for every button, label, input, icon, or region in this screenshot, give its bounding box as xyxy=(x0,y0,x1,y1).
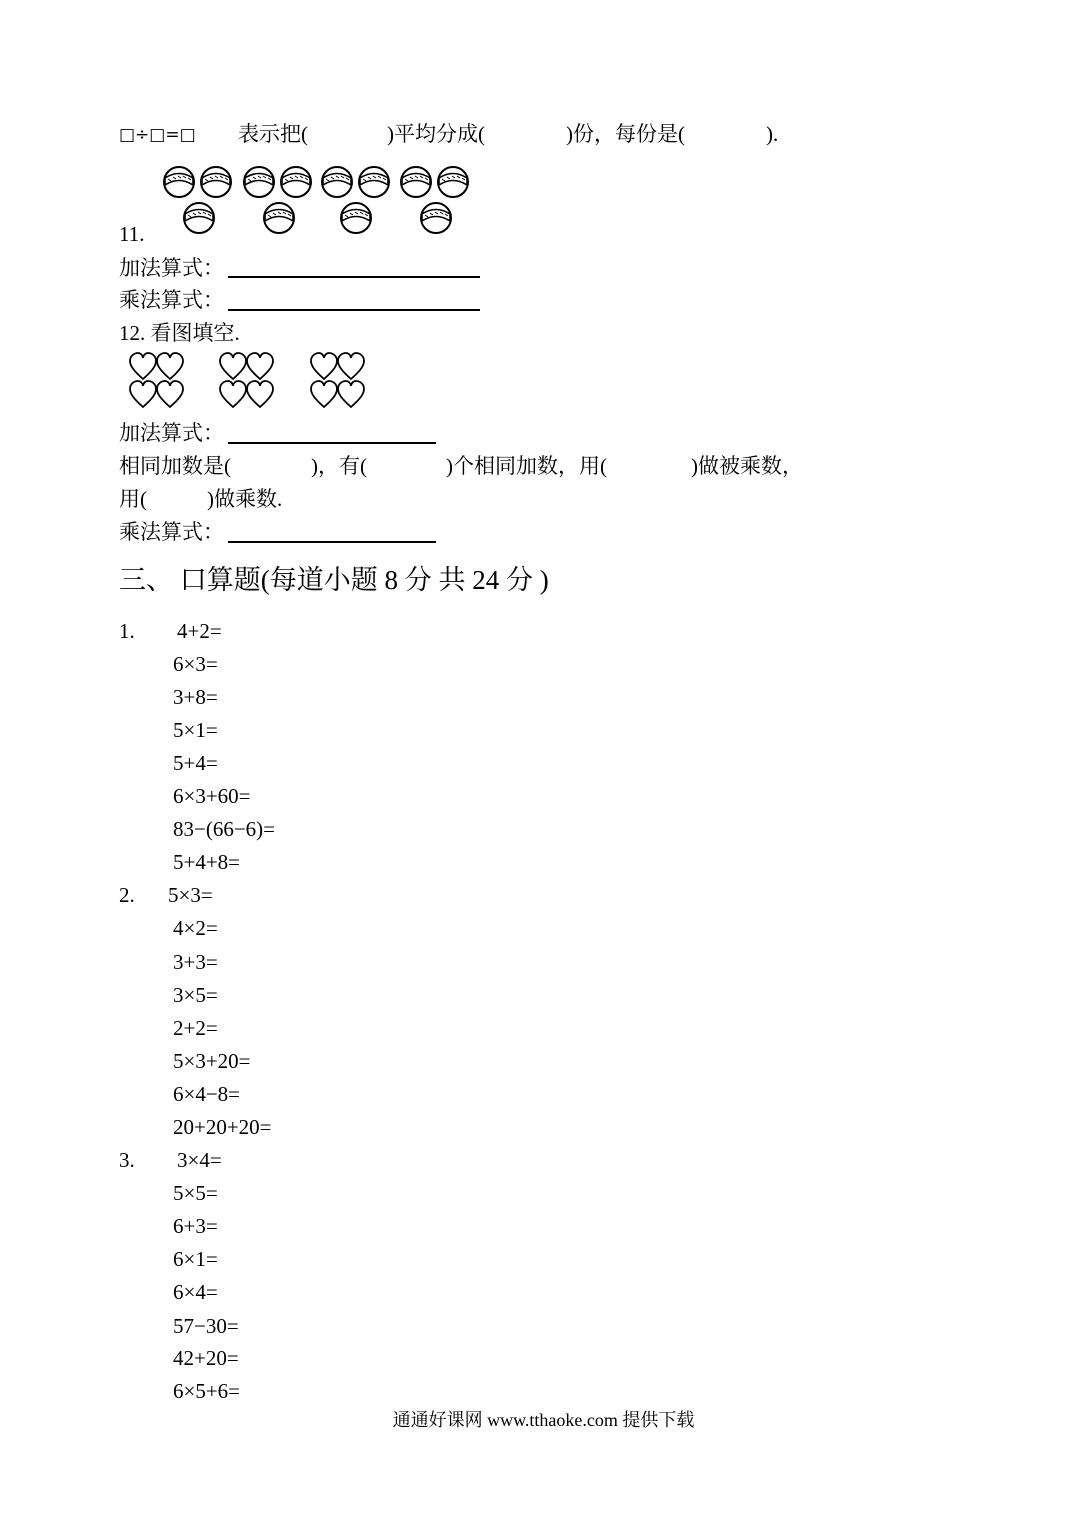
problem-2-number: 2. xyxy=(119,883,135,907)
q12-mul-answer-line[interactable] xyxy=(228,541,436,543)
problem-3-item: 6+3= xyxy=(173,1214,218,1238)
problem-1-item: 3+8= xyxy=(173,685,218,709)
q12-title: 12. 看图填空. xyxy=(119,321,240,345)
problem-1-item: 6×3= xyxy=(173,652,218,676)
q12-add-answer-line[interactable] xyxy=(228,442,436,444)
problem-3-item: 6×5+6= xyxy=(173,1379,241,1403)
page-footer: 通通好课网 www.tthaoke.com 提供下载 xyxy=(392,1410,695,1430)
problem-3-item: 42+20= xyxy=(173,1346,239,1370)
problem-1-item: 83−(66−6)= xyxy=(173,817,276,841)
q12-add-label: 加法算式： xyxy=(119,421,224,445)
problem-2-item: 3+3= xyxy=(173,950,218,974)
problem-3-item: 3×4= xyxy=(177,1148,222,1172)
problem-3-item: 57−30= xyxy=(173,1314,239,1338)
problem-1-item: 5+4= xyxy=(173,751,218,775)
q12-line2-b: )做乘数. xyxy=(207,487,283,511)
q10-text-2: )平均分成( xyxy=(387,122,485,146)
problem-3-item: 6×1= xyxy=(173,1247,218,1271)
problem-1-number: 1. xyxy=(119,619,135,643)
q11-mul-label: 乘法算式： xyxy=(119,288,224,312)
problem-3-number: 3. xyxy=(119,1148,135,1172)
problem-1-item: 6×3+60= xyxy=(173,784,251,808)
problem-2-item: 5×3+20= xyxy=(173,1049,251,1073)
problem-2-item: 2+2= xyxy=(173,1016,218,1040)
problem-2-item: 3×5= xyxy=(173,983,218,1007)
heart-illustration xyxy=(128,352,388,412)
problem-2-item: 4×2= xyxy=(173,916,218,940)
q11-number: 11. xyxy=(119,222,145,246)
q11-add-label: 加法算式： xyxy=(119,256,224,280)
q12-line1-d: )做被乘数， xyxy=(691,454,803,478)
q12-line1-c: )个相同加数，用( xyxy=(446,454,607,478)
problem-3-item: 6×4= xyxy=(173,1280,218,1304)
problem-2-item: 5×3= xyxy=(168,883,213,907)
problem-2-item: 6×4−8= xyxy=(173,1082,241,1106)
q10-text-1: 表示把( xyxy=(238,122,308,146)
problem-3-item: 5×5= xyxy=(173,1181,218,1205)
q12-mul-label: 乘法算式： xyxy=(119,520,224,544)
q10-text-3: )份，每份是( xyxy=(566,122,685,146)
division-formula: □÷□=□ xyxy=(119,125,196,145)
problem-1-item: 4+2= xyxy=(177,619,222,643)
q12-line2-a: 用( xyxy=(119,487,147,511)
ball-illustration xyxy=(155,160,485,240)
section-3-title: 三、 口算题(每道小题 8 分 共 24 分 ) xyxy=(119,565,549,595)
q11-add-answer-line[interactable] xyxy=(228,276,480,278)
problem-1-item: 5×1= xyxy=(173,718,218,742)
q12-line1-b: )，有( xyxy=(311,454,367,478)
q10-text-4: ). xyxy=(766,122,779,146)
q12-line1-a: 相同加数是( xyxy=(119,454,231,478)
problem-2-item: 20+20+20= xyxy=(173,1115,272,1139)
problem-1-item: 5+4+8= xyxy=(173,850,241,874)
q11-mul-answer-line[interactable] xyxy=(228,309,480,311)
